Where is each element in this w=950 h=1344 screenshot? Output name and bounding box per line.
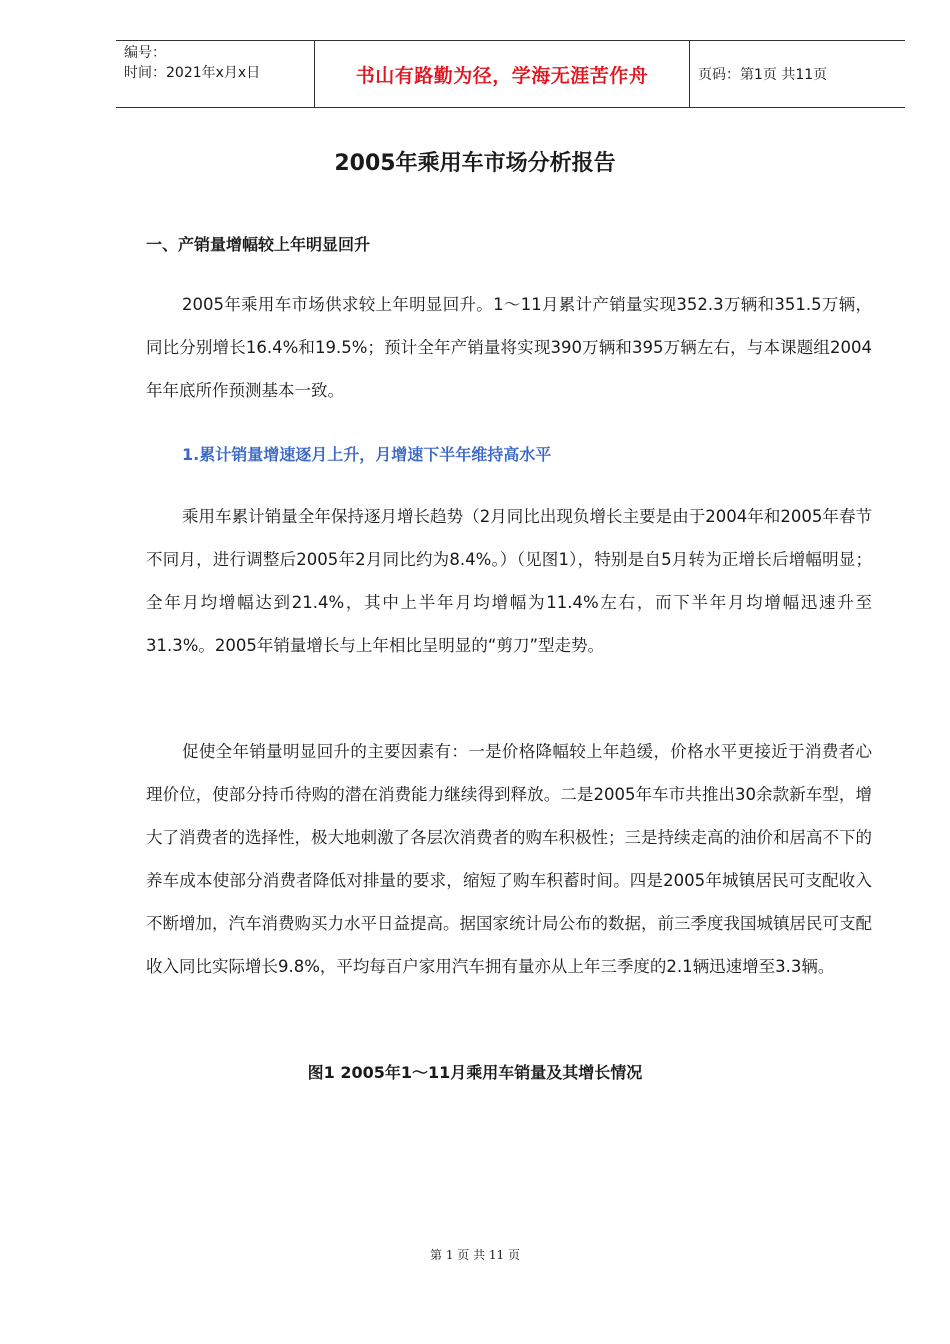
- subsection-heading: 1.累计销量增速逐月上升，月增速下半年维持高水平: [182, 445, 552, 464]
- header-meta: [116, 41, 315, 107]
- header-page-info: 页码：第1页 共11页: [698, 67, 828, 83]
- header-motto-cell: [315, 41, 690, 107]
- page-header: [116, 40, 905, 108]
- document-number-label: 编号：: [124, 45, 166, 61]
- body-paragraph: 乘用车累计销量全年保持逐月增长趋势（2月同比出现负增长主要是由于2004年和2005年春节不同月，进行调整后2005年2月同比约为8.4%。）（见图1），特别是自5月转为正增长后增幅明显；全年月均增幅达到21.4%，其中上半年月均增幅为11.4%左右，而下半年月均增幅迅速升至31.3%。2005年销量增长与上年相比呈明显的“剪刀”型走势。: [146, 507, 872, 655]
- body-paragraph: 促使全年销量明显回升的主要因素有：一是价格降幅较上年趋缓，价格水平更接近于消费者心理价位，使部分持币待购的潜在消费能力继续得到释放。二是2005年车市共推出30余款新车型，增大了消费者的选择性，极大地刺激了各层次消费者的购车积极性；三是持续走高的油价和居高不下的养车成本使部分消费者降低对排量的要求，缩短了购车积蓄时间。四是2005年城镇居民可支配收入不断增加，汽车消费购买力水平日益提高。据国家统计局公布的数据，前三季度我国城镇居民可支配收入同比实际增长9.8%，平均每百户家用汽车拥有量亦从上年三季度的2.1辆迅速增至3.3辆。: [146, 742, 872, 976]
- section-heading: 一、产销量增幅较上年明显回升: [146, 235, 371, 254]
- document-time-label: 时间：2021年x月x日: [124, 65, 261, 81]
- document-title: 2005年乘用车市场分析报告: [334, 151, 616, 176]
- header-motto: 书山有路勤为径，学海无涯苦作舟: [355, 64, 649, 87]
- page-footer: 第 1 页 共 11 页: [430, 1248, 520, 1262]
- body-paragraph: 2005年乘用车市场供求较上年明显回升。1～11月累计产销量实现352.3万辆和351.5万辆，同比分别增长16.4%和19.5%；预计全年产销量将实现390万辆和395万辆左右，与本课题组2004年年底所作预测基本一致。: [146, 295, 872, 400]
- figure-caption: 图1 2005年1～11月乘用车销量及其增长情况: [307, 1063, 643, 1082]
